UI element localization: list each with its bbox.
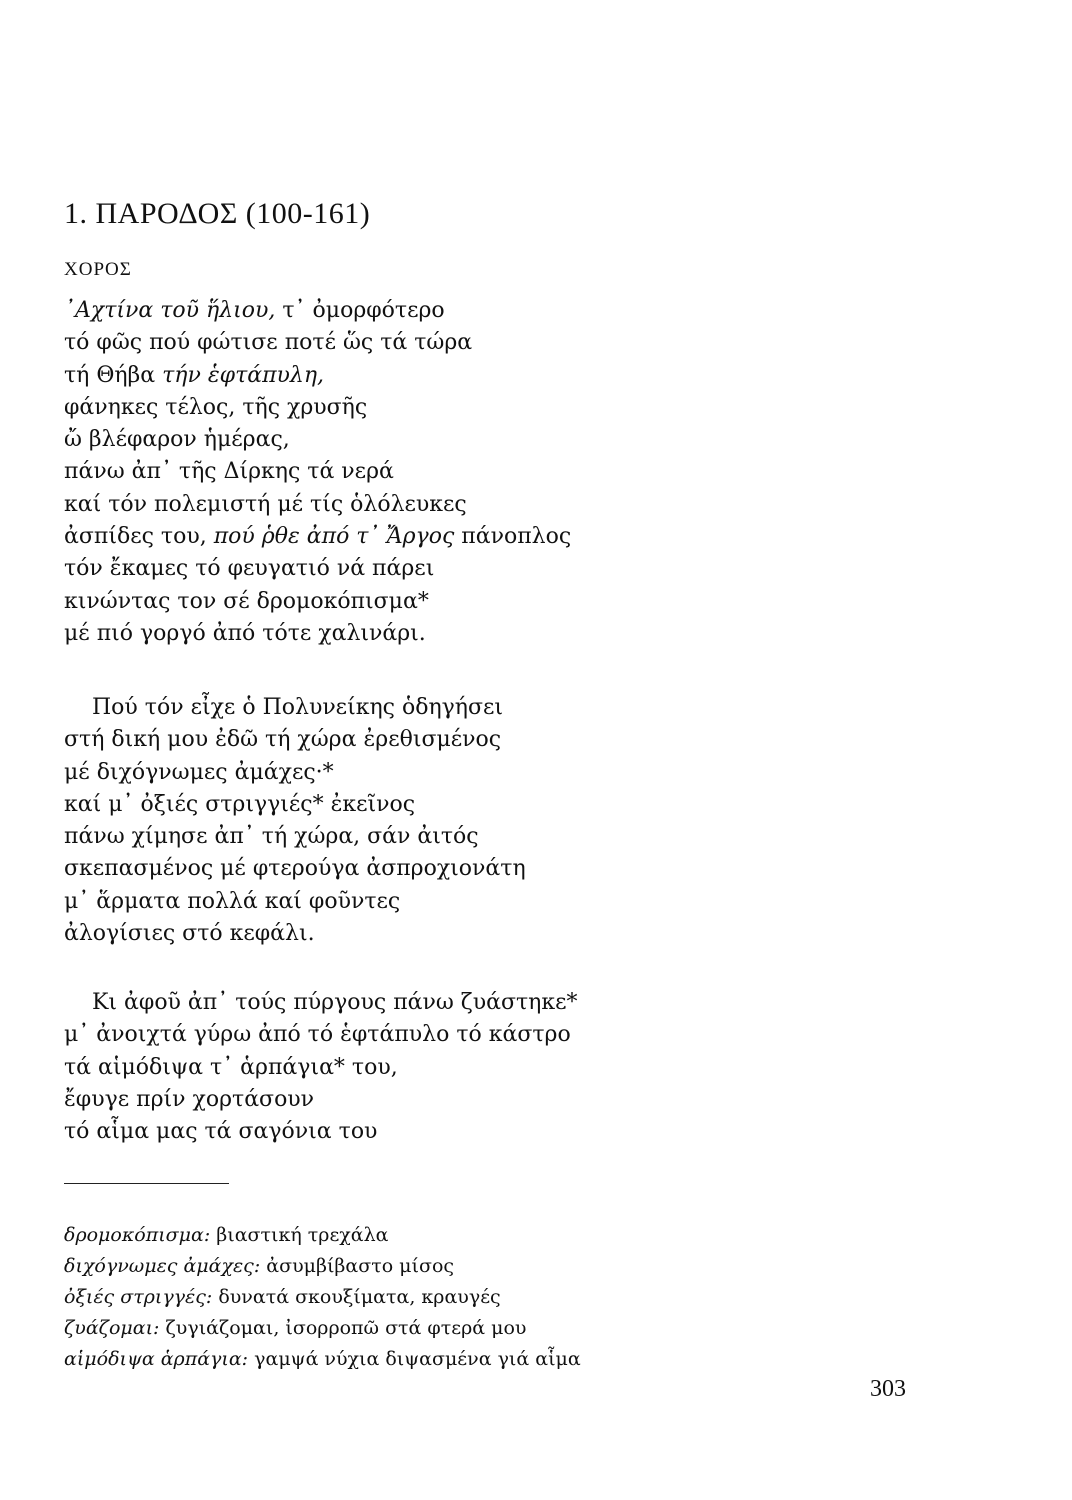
poem-line [64, 918, 526, 950]
poem-line-segment: Κι ἀφοῦ ἀπ᾿ τούς πύργους πάνω ζυάστηκε* [92, 990, 578, 1015]
footnote-separator [64, 1183, 229, 1184]
poem-line-segment: πάνοπλος [454, 524, 572, 550]
poem-line [64, 618, 571, 650]
poem-line [64, 1116, 577, 1148]
footnote-definition: γαμψά νύχια διψασμένα γιά αἷμα [248, 1348, 581, 1370]
poem-line [64, 521, 571, 553]
poem-line [64, 724, 526, 756]
poem-line-segment: Πού τόν εἶχε ὁ Πολυνείκης ὁδηγήσει [92, 695, 503, 720]
poem-line-segment: πάνω χίμησε ἀπ᾿ τή χώρα, σάν ἀιτός [64, 824, 479, 850]
stanza-2 [64, 692, 526, 950]
poem-line-segment: μέ διχόγνωμες ἀμάχες·* [64, 759, 334, 785]
poem-line-segment: ὤ βλέφαρον ἡμέρας, [64, 427, 290, 453]
poem-line-segment: τό φῶς πού φώτισε ποτέ ὥς τά τώρα [64, 330, 473, 356]
poem-line-segment: κινώντας τον σέ δρομοκόπισμα* [64, 588, 429, 614]
poem-line [64, 757, 526, 789]
poem-line-segment: μ᾿ ἅρματα πολλά καί φοῦντες [64, 888, 401, 914]
footnote-definition: δυνατά σκουξίματα, κραυγές [212, 1286, 501, 1308]
footnote-definition: ἀσυμβίβαστο μίσος [260, 1255, 455, 1277]
poem-line-segment: ἔφυγε πρίν χορτάσουν [64, 1086, 315, 1112]
poem-line [64, 1052, 577, 1084]
poem-line [64, 553, 571, 585]
poem-line [64, 1019, 577, 1051]
poem-line-segment: τ᾿ ὀμορφότερο [275, 298, 445, 323]
footnote-term: διχόγνωμες ἀμάχες: [64, 1255, 261, 1277]
poem-line [64, 327, 571, 359]
poem-line-segment: τό αἷμα μας τά σαγόνια του [64, 1119, 378, 1145]
poem-line-segment: σκεπασμένος μέ φτερούγα ἀσπροχιονάτη [64, 856, 526, 882]
footnote-term: αἱμόδιψα ἁρπάγια: [64, 1348, 249, 1370]
footnote-item [64, 1344, 581, 1375]
footnote-term: δρομοκόπισμα: [64, 1224, 211, 1246]
poem-line-segment: μέ πιό γοργό ἀπό τότε χαλινάρι. [64, 620, 426, 646]
footnote-definition: βιαστική τρεχάλα [210, 1224, 389, 1246]
footnote-item [64, 1313, 581, 1344]
poem-line-italic-segment: πού ῥθε ἀπό τ᾿ Ἄργος [213, 524, 455, 550]
poem-line [64, 392, 571, 424]
poem-line-italic-segment: ᾿Αχτίνα τοῦ ἥλιου, [64, 298, 276, 323]
poem-line [64, 1084, 577, 1116]
stanza-3 [64, 987, 577, 1148]
speaker-label: ΧΟΡΟΣ [64, 259, 132, 280]
footnotes-list [64, 1220, 581, 1375]
poem-line [64, 489, 571, 521]
poem-line-segment: καί τόν πολεμιστή μέ τίς ὁλόλευκες [64, 491, 467, 517]
poem-line-segment: τόν ἔκαμες τό φευγατιό νά πάρει [64, 556, 435, 582]
footnote-term: ὀξιές στριγγές: [64, 1286, 213, 1308]
poem-line [64, 987, 577, 1019]
poem-line [64, 456, 571, 488]
page-number: 303 [870, 1376, 906, 1402]
poem-line-segment: ἀσπίδες του, [64, 524, 214, 550]
poem-line [64, 360, 571, 392]
poem-line-segment: φάνηκες τέλος, τῆς χρυσῆς [64, 394, 368, 420]
poem-line-segment: ἀλογίσιες στό κεφάλι. [64, 921, 315, 947]
poem-line [64, 886, 526, 918]
poem-line-segment: τή Θήβα [64, 362, 163, 388]
poem-line [64, 586, 571, 618]
poem-line-segment: καί μ᾿ ὀξιές στριγγιές* ἐκεῖνος [64, 791, 416, 817]
poem-line [64, 821, 526, 853]
stanza-1 [64, 295, 571, 650]
poem-line [64, 692, 526, 724]
footnote-definition: ζυγιάζομαι, ἰσορροπῶ στά φτερά μου [159, 1317, 527, 1339]
footnote-item [64, 1220, 581, 1251]
poem-line-italic-segment: τήν ἑφτάπυλη, [162, 362, 325, 388]
poem-line-segment: μ᾿ ἀνοιχτά γύρω ἀπό τό ἑφτάπυλο τό κάστρο [64, 1022, 571, 1048]
poem-line-segment: πάνω ἀπ᾿ τῆς Δίρκης τά νερά [64, 459, 394, 485]
poem-line-segment: τά αἱμόδιψα τ᾿ ἁρπάγια* του, [64, 1054, 398, 1080]
poem-line [64, 424, 571, 456]
footnote-item [64, 1282, 581, 1313]
section-heading: 1. ΠΑΡΟΔΟΣ (100-161) [64, 197, 371, 230]
poem-line [64, 853, 526, 885]
poem-line [64, 295, 571, 327]
footnote-term: ζυάζομαι: [64, 1317, 160, 1339]
poem-line-segment: στή δική μου ἐδῶ τή χώρα ἐρεθισμένος [64, 727, 502, 753]
poem-line [64, 789, 526, 821]
footnote-item [64, 1251, 581, 1282]
